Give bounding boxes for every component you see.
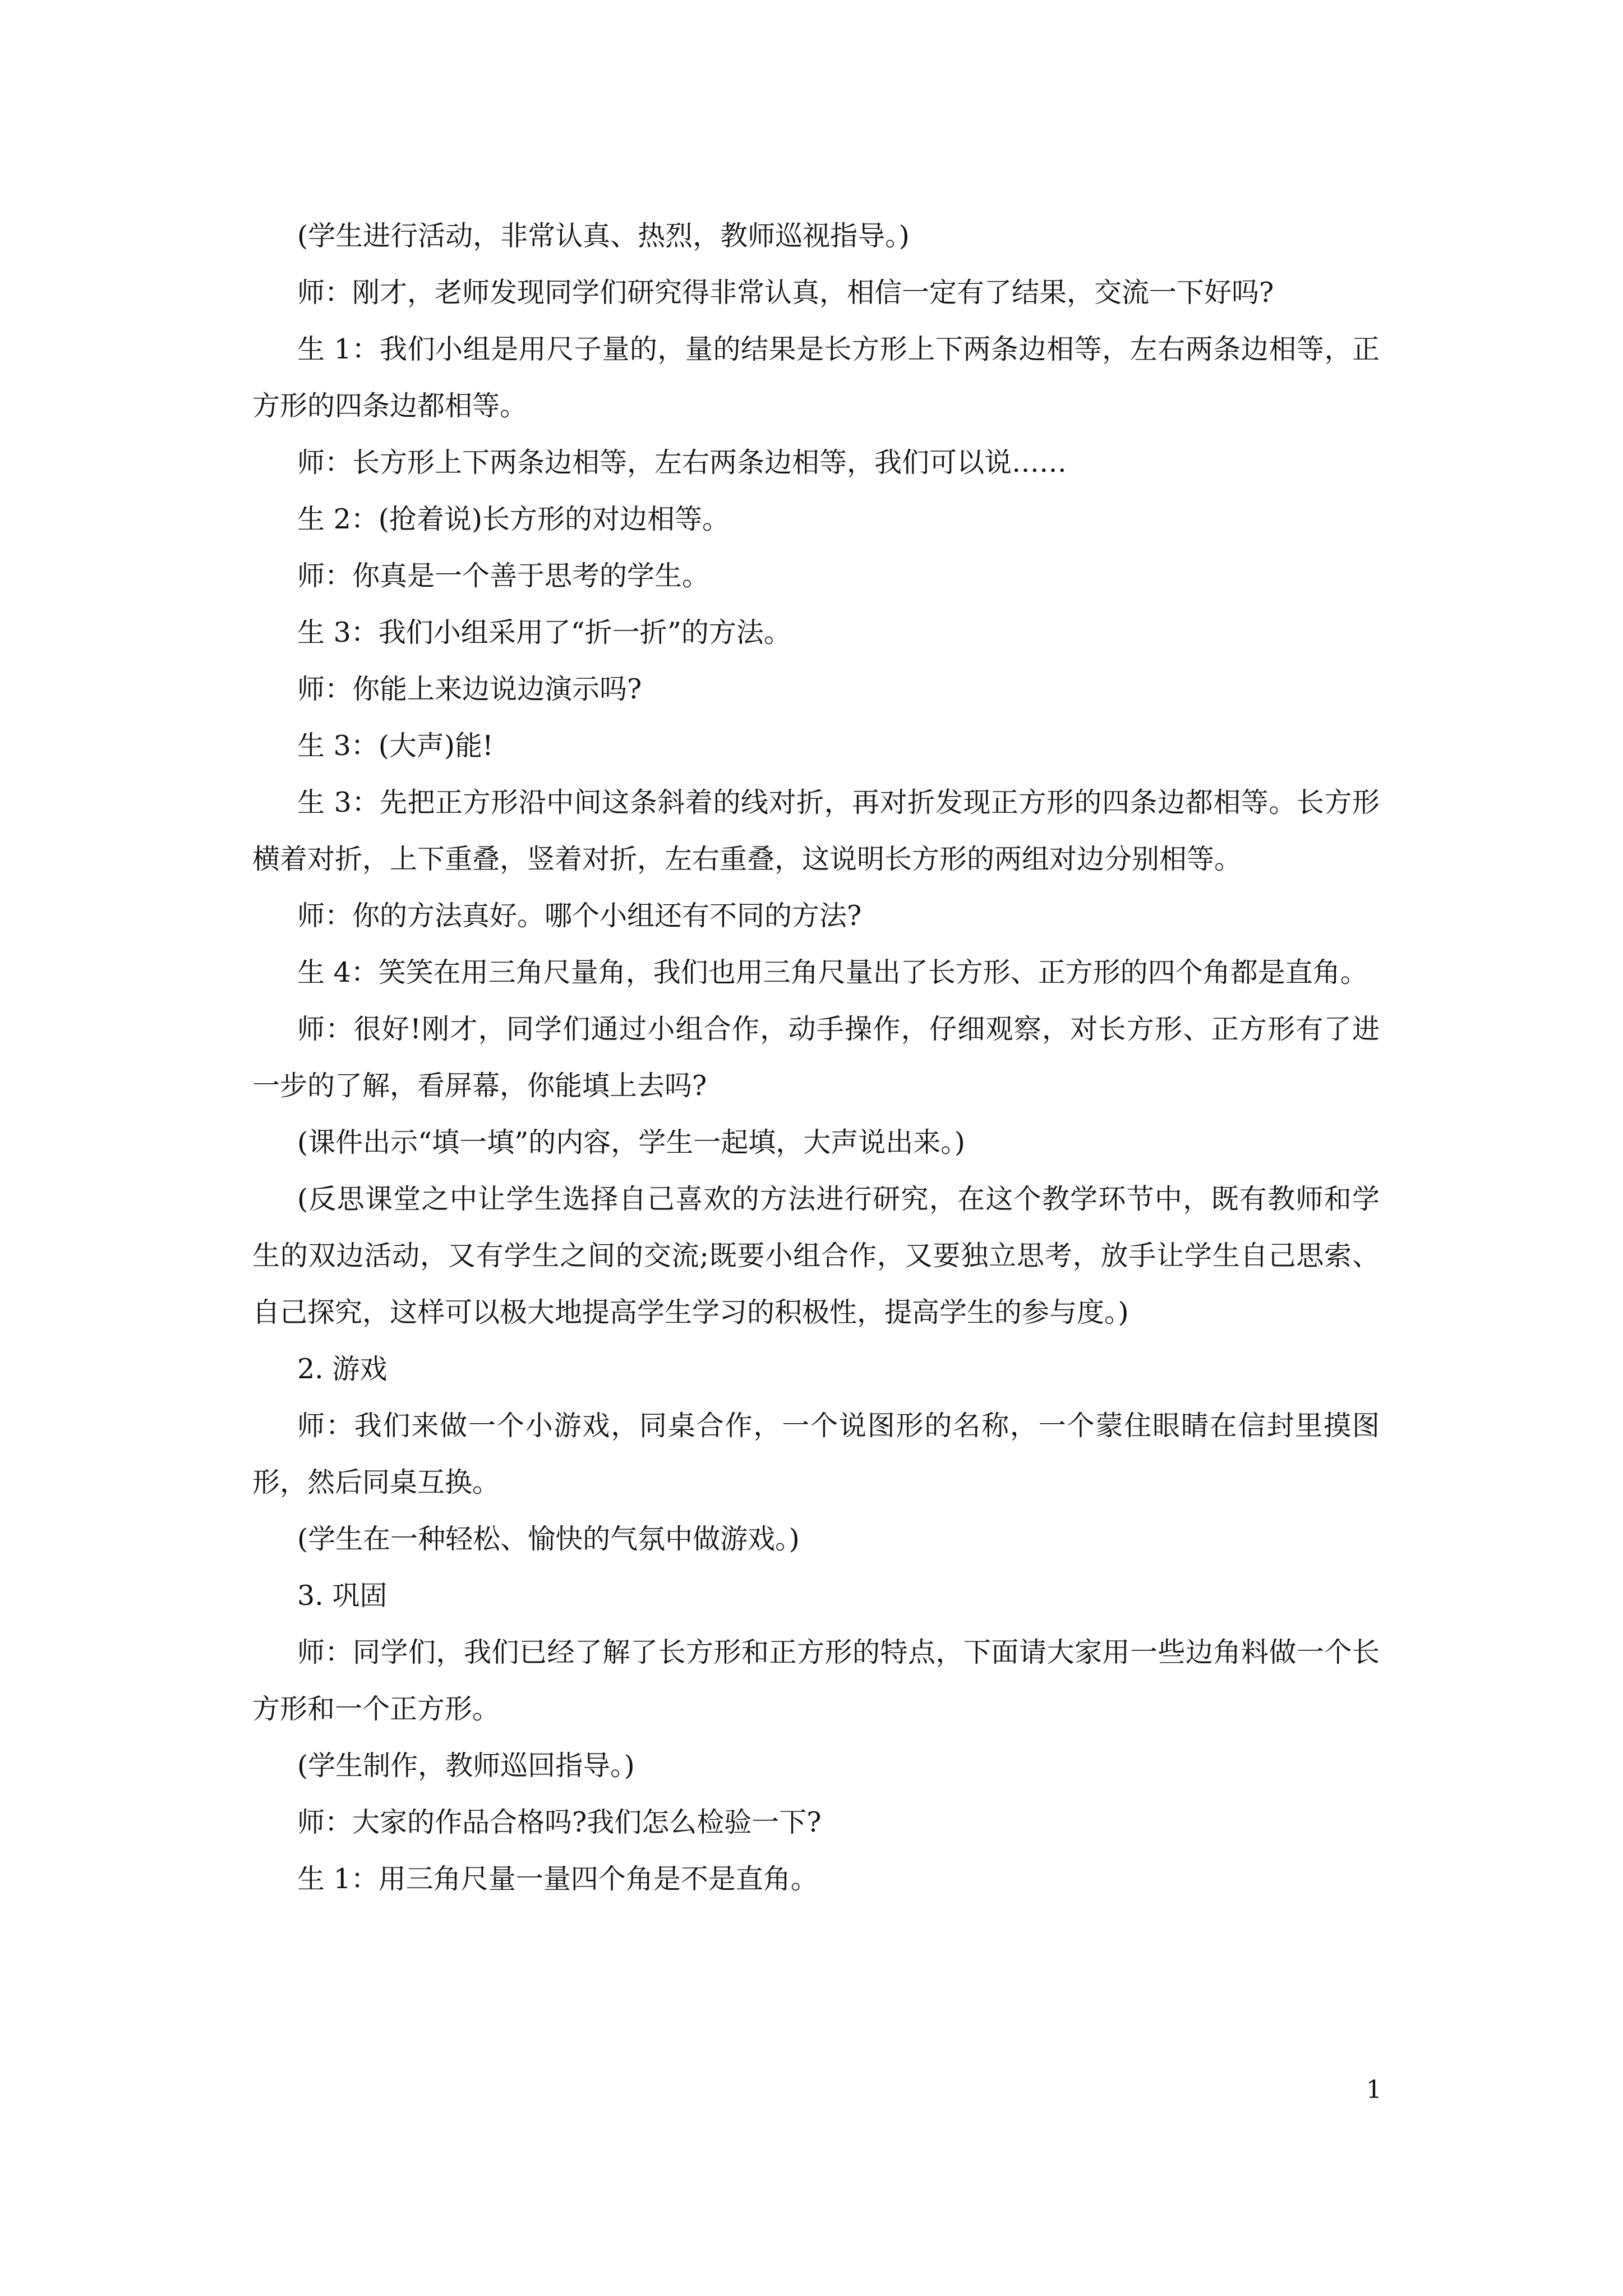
paragraph: 师：你能上来边说边演示吗? <box>297 673 642 705</box>
paragraph: 生 4：笑笑在用三角尺量角，我们也用三角尺量出了长方形、正方形的四个角都是直角。 <box>297 956 1368 988</box>
paragraph: 生 1：用三角尺量一量四个角是不是直角。 <box>297 1863 818 1895</box>
paragraph: 生 3：先把正方形沿中间这条斜着的线对折，再对折发现正方形的四条边都相等。长方形横着对折，上下重叠，竖着对折，左右重叠，这说明长方形的两组对边分别相等。 <box>252 786 1380 875</box>
paragraph: 师：同学们，我们已经了解了长方形和正方形的特点，下面请大家用一些边角料做一个长方形和一个正方形。 <box>252 1636 1380 1725</box>
paragraph: (反思课堂之中让学生选择自己喜欢的方法进行研究，在这个教学环节中，既有教师和学生的双边活动，又有学生之间的交流;既要小组合作，又要独立思考，放手让学生自己思索、自己探究，这样可以极大地提高学生学习的积极性，提高学生的参与度。) <box>252 1183 1380 1328</box>
paragraph: (学生在一种轻松、愉快的气氛中做游戏。) <box>297 1523 800 1555</box>
paragraph: 生 2：(抢着说)长方形的对边相等。 <box>297 503 730 535</box>
paragraph: (学生制作，教师巡回指导。) <box>297 1750 635 1782</box>
paragraph: 生 1：我们小组是用尺子量的，量的结果是长方形上下两条边相等，左右两条边相等，正方形的四条边都相等。 <box>252 333 1380 422</box>
page-number: 1 <box>1366 2076 1382 2104</box>
paragraph: 师：你真是一个善于思考的学生。 <box>297 560 710 592</box>
paragraph: (学生进行活动，非常认真、热烈，教师巡视指导。) <box>297 220 910 252</box>
section-heading: 3. 巩固 <box>297 1580 388 1612</box>
paragraph: 师：很好!刚才，同学们通过小组合作，动手操作，仔细观察，对长方形、正方形有了进一步的了解，看屏幕，你能填上去吗? <box>252 1013 1380 1102</box>
paragraph: 师：我们来做一个小游戏，同桌合作，一个说图形的名称，一个蒙住眼睛在信封里摸图形，然后同桌互换。 <box>252 1410 1380 1498</box>
paragraph: 生 3：我们小组采用了“折一折”的方法。 <box>297 616 791 648</box>
paragraph: 生 3：(大声)能! <box>297 730 494 762</box>
paragraph: 师：大家的作品合格吗?我们怎么检验一下? <box>297 1806 822 1838</box>
section-heading: 2. 游戏 <box>297 1353 388 1385</box>
paragraph: 师：长方形上下两条边相等，左右两条边相等，我们可以说…… <box>297 447 1067 478</box>
document-body <box>252 208 1380 1907</box>
paragraph: (课件出示“填一填”的内容，学生一起填，大声说出来。) <box>297 1126 965 1158</box>
paragraph: 师：刚才，老师发现同学们研究得非常认真，相信一定有了结果，交流一下好吗? <box>297 277 1274 309</box>
paragraph: 师：你的方法真好。哪个小组还有不同的方法? <box>297 900 862 932</box>
